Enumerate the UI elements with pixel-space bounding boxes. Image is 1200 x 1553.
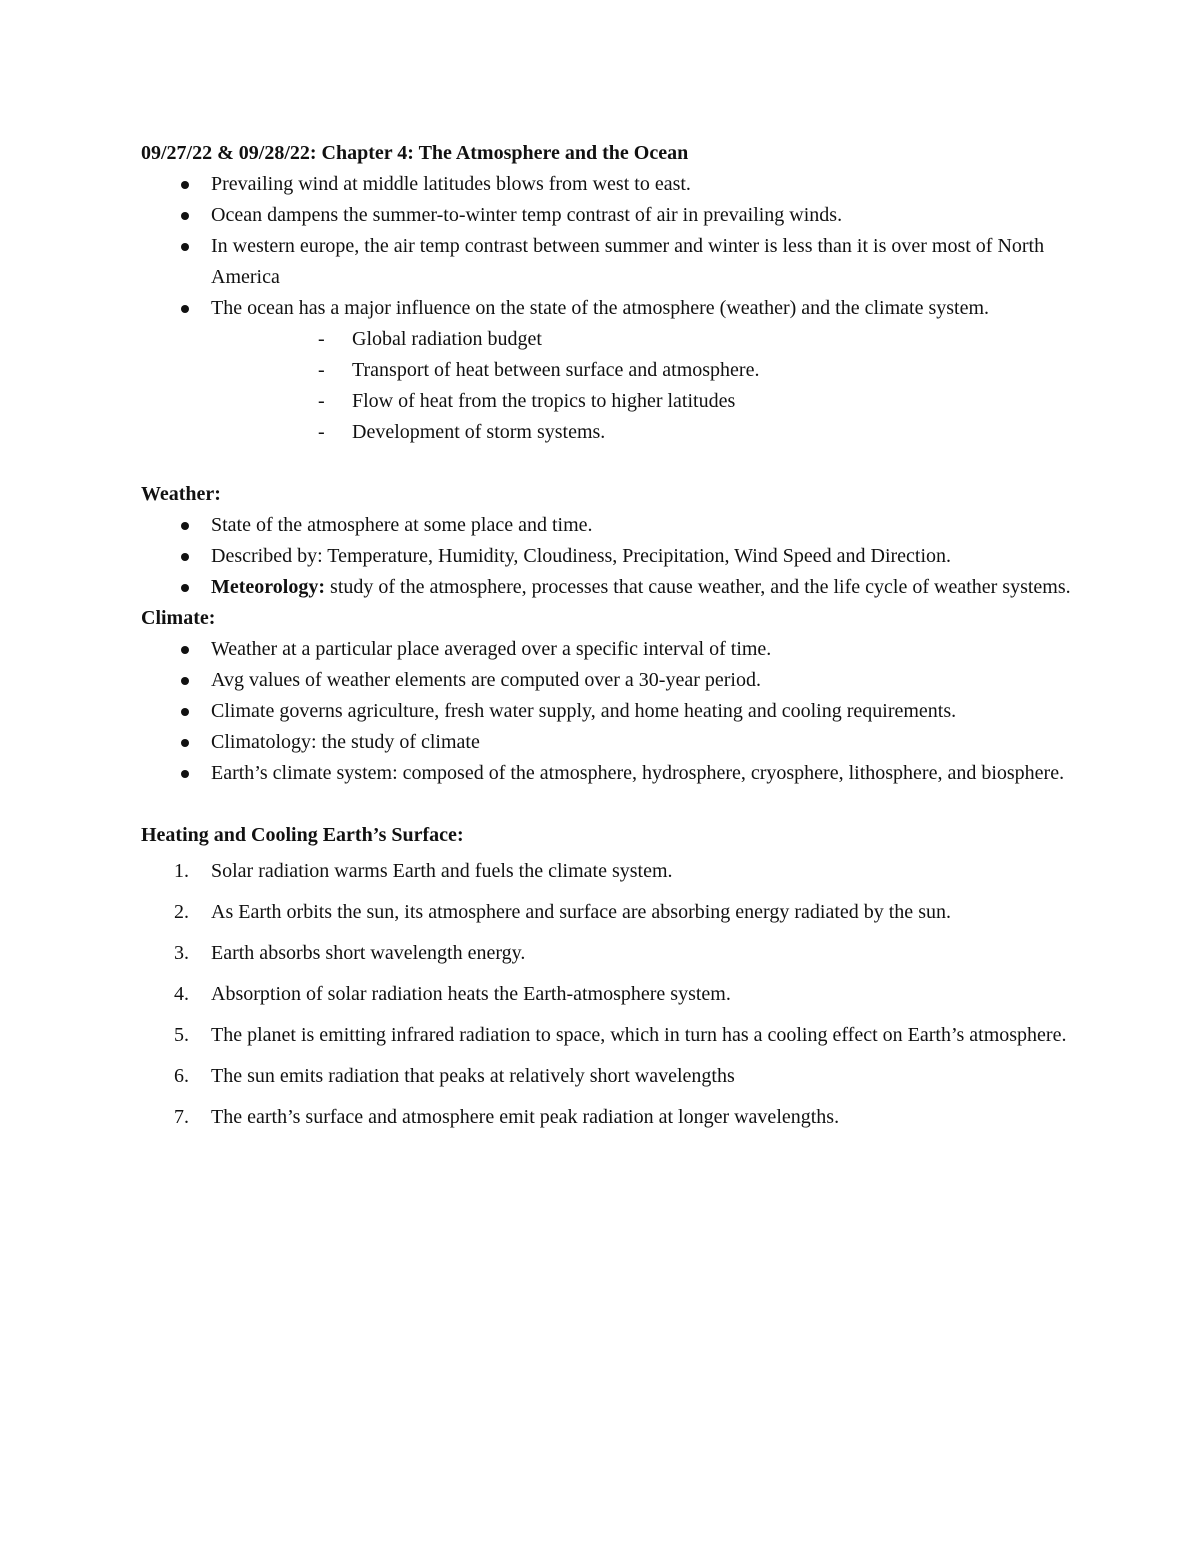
meteorology-term: Meteorology: <box>211 576 326 598</box>
item-number: 3. <box>174 942 189 964</box>
list-item: Weather at a particular place averaged over a specific interval of time. <box>141 634 1071 665</box>
intro-bullet-list <box>141 169 1071 448</box>
climate-heading: Climate: <box>141 607 216 629</box>
heating-cooling-heading: Heating and Cooling Earth’s Surface: <box>141 824 464 846</box>
item-number: 5. <box>174 1024 189 1046</box>
sublist-item: - Flow of heat from the tropics to higher latitudes <box>211 386 1071 417</box>
climate-bullet-list <box>141 634 1071 789</box>
numbered-item <box>141 892 1071 933</box>
weather-heading: Weather: <box>141 483 221 505</box>
item-text: The planet is emitting infrared radiation to space, which in turn has a cooling effect on Earth’s atmosphere. <box>211 1024 1067 1046</box>
list-item-meteorology <box>141 572 1071 603</box>
item-number: 6. <box>174 1065 189 1087</box>
numbered-item <box>141 974 1071 1015</box>
item-text: Solar radiation warms Earth and fuels the climate system. <box>211 860 673 882</box>
weather-bullet-list <box>141 510 1071 603</box>
list-item: State of the atmosphere at some place and time. <box>141 510 1071 541</box>
numbered-item <box>141 1015 1071 1056</box>
item-text: The earth’s surface and atmosphere emit peak radiation at longer wavelengths. <box>211 1106 840 1128</box>
numbered-item <box>141 933 1071 974</box>
sublist-item: - Global radiation budget <box>211 324 1071 355</box>
numbered-item <box>141 1097 1071 1138</box>
list-item: Avg values of weather elements are computed over a 30-year period. <box>141 665 1071 696</box>
item-number: 1. <box>174 860 189 882</box>
item-text: Absorption of solar radiation heats the Earth-atmosphere system. <box>211 983 731 1005</box>
item-number: 4. <box>174 983 189 1005</box>
list-item: In western europe, the air temp contrast between summer and winter is less than it is over most of North America <box>141 231 1071 293</box>
sublist-item: - Development of storm systems. <box>211 417 1071 448</box>
meteorology-definition: study of the atmosphere, processes that cause weather, and the life cycle of weather systems. <box>325 576 1071 598</box>
list-item-text: The ocean has a major influence on the state of the atmosphere (weather) and the climate system. <box>211 297 990 319</box>
list-item: Climate governs agriculture, fresh water supply, and home heating and cooling requirements. <box>141 696 1071 727</box>
item-number: 2. <box>174 901 189 923</box>
heating-cooling-steps <box>141 851 1071 1138</box>
list-item: Ocean dampens the summer-to-winter temp contrast of air in prevailing winds. <box>141 200 1071 231</box>
numbered-item <box>141 851 1071 892</box>
item-number: 7. <box>174 1106 189 1128</box>
page-title: 09/27/22 & 09/28/22: Chapter 4: The Atmosphere and the Ocean <box>141 142 689 164</box>
sublist-item: - Transport of heat between surface and atmosphere. <box>211 355 1071 386</box>
item-text: As Earth orbits the sun, its atmosphere and surface are absorbing energy radiated by the sun. <box>211 901 951 923</box>
list-item: Climatology: the study of climate <box>141 727 1071 758</box>
list-item: Earth’s climate system: composed of the atmosphere, hydrosphere, cryosphere, lithosphere, and biosphere. <box>141 758 1071 789</box>
item-text: The sun emits radiation that peaks at relatively short wavelengths <box>211 1065 735 1087</box>
item-text: Earth absorbs short wavelength energy. <box>211 942 526 964</box>
list-item <box>141 293 1071 448</box>
ocean-influence-sublist <box>211 324 1071 448</box>
list-item: Described by: Temperature, Humidity, Cloudiness, Precipitation, Wind Speed and Direction. <box>141 541 1071 572</box>
document-page <box>141 138 1071 1138</box>
list-item: Prevailing wind at middle latitudes blows from west to east. <box>141 169 1071 200</box>
numbered-item <box>141 1056 1071 1097</box>
